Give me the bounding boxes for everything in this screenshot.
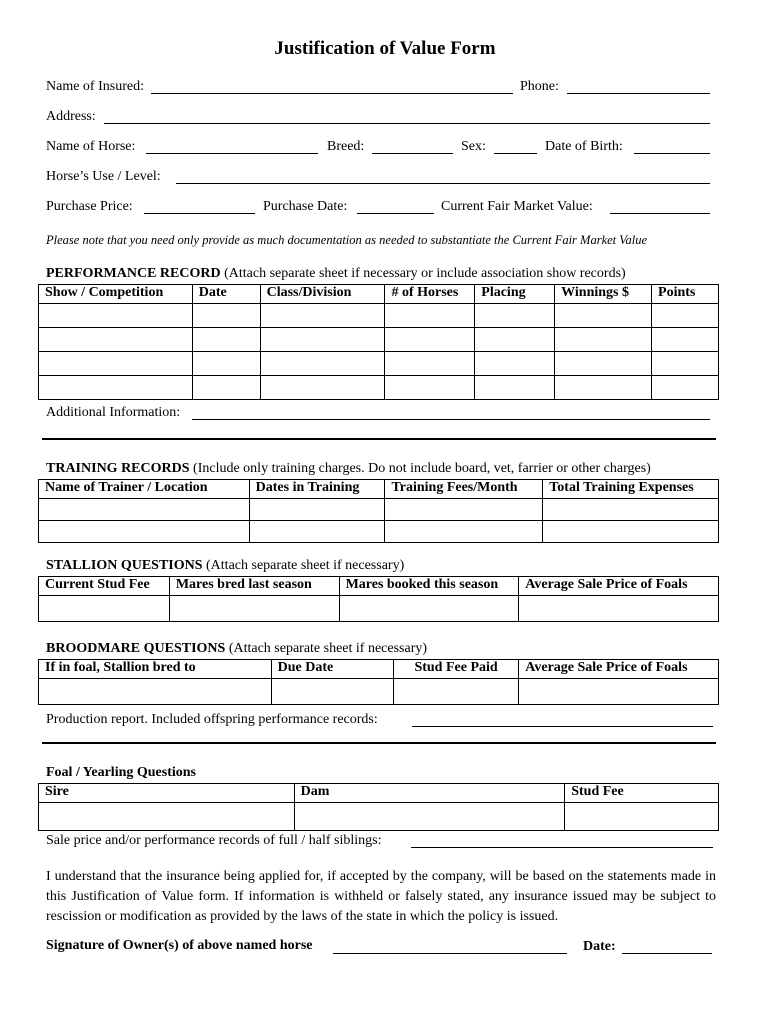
- performance-section-heading: [46, 266, 626, 282]
- col-training-fees: Training Fees/Month: [385, 480, 543, 499]
- col-mares-bred: Mares bred last season: [169, 577, 339, 596]
- table-cell[interactable]: [385, 304, 475, 328]
- table-cell[interactable]: [39, 352, 193, 376]
- production-report-field[interactable]: [412, 726, 713, 727]
- dob-field[interactable]: [634, 153, 710, 154]
- purchase-price-label: Purchase Price:: [46, 199, 133, 214]
- table-cell[interactable]: [39, 304, 193, 328]
- signature-label: Signature of Owner(s) of above named horse: [46, 938, 313, 953]
- table-cell[interactable]: [652, 328, 719, 352]
- stallion-section-heading: [46, 558, 404, 574]
- table-cell[interactable]: [192, 328, 260, 352]
- table-cell[interactable]: [192, 376, 260, 400]
- signature-row: [46, 938, 313, 954]
- stallion-table: [38, 576, 719, 622]
- breed-label: Breed:: [327, 139, 365, 154]
- table-row: [39, 352, 719, 376]
- performance-subheading: (Attach separate sheet if necessary or include association show records): [224, 266, 626, 281]
- table-row: [39, 304, 719, 328]
- sex-label: Sex:: [461, 139, 486, 154]
- date-label: Date:: [583, 939, 616, 954]
- table-cell[interactable]: [260, 328, 385, 352]
- col-mares-booked: Mares booked this season: [339, 577, 519, 596]
- table-cell[interactable]: [39, 328, 193, 352]
- address-label: Address:: [46, 109, 96, 124]
- table-cell[interactable]: [260, 352, 385, 376]
- broodmare-heading: BROODMARE QUESTIONS: [46, 641, 226, 656]
- table-cell[interactable]: [39, 679, 272, 705]
- table-cell[interactable]: [652, 376, 719, 400]
- table-cell[interactable]: [385, 376, 475, 400]
- table-cell[interactable]: [652, 352, 719, 376]
- name-insured-label: Name of Insured:: [46, 79, 144, 94]
- name-insured-field[interactable]: [151, 93, 513, 94]
- horse-name-field[interactable]: [146, 153, 318, 154]
- table-row: [39, 521, 719, 543]
- table-cell[interactable]: [169, 596, 339, 622]
- performance-table: [38, 284, 719, 400]
- col-class-division: Class/Division: [260, 285, 385, 304]
- table-cell[interactable]: [394, 679, 519, 705]
- table-cell[interactable]: [339, 596, 519, 622]
- table-cell[interactable]: [519, 679, 719, 705]
- performance-heading: PERFORMANCE RECORD: [46, 266, 221, 281]
- table-cell[interactable]: [249, 499, 385, 521]
- table-cell[interactable]: [39, 376, 193, 400]
- training-table: [38, 479, 719, 543]
- col-due-date: Due Date: [271, 660, 394, 679]
- breed-field[interactable]: [372, 153, 453, 154]
- table-cell[interactable]: [475, 304, 555, 328]
- col-avg-sale-price: Average Sale Price of Foals: [519, 577, 719, 596]
- table-cell[interactable]: [475, 352, 555, 376]
- broodmare-section-heading: [46, 641, 427, 657]
- table-cell[interactable]: [475, 328, 555, 352]
- table-cell[interactable]: [555, 328, 652, 352]
- siblings-label: Sale price and/or performance records of full / half siblings:: [46, 833, 382, 848]
- horse-name-label: Name of Horse:: [46, 139, 136, 154]
- col-placing: Placing: [475, 285, 555, 304]
- table-row: [39, 376, 719, 400]
- insurance-statement: I understand that the insurance being applied for, if accepted by the company, will be based on the statements made in this Justification of Value form. If information is withheld or falsely stated, any insurance issued may be subject to rescission or modification as provided by the laws of the state in which the policy is issued.: [46, 869, 716, 924]
- col-dates-in-training: Dates in Training: [249, 480, 385, 499]
- sex-field[interactable]: [494, 153, 537, 154]
- table-cell[interactable]: [519, 596, 719, 622]
- training-section-heading: [46, 461, 651, 477]
- documentation-note: Please note that you need only provide as much documentation as needed to substantiate the Current Fair Market Value: [46, 233, 648, 247]
- training-subheading: (Include only training charges. Do not include board, vet, farrier or other charges): [193, 461, 651, 476]
- phone-label: Phone:: [520, 79, 559, 94]
- table-cell[interactable]: [555, 376, 652, 400]
- col-winnings: Winnings $: [555, 285, 652, 304]
- table-cell[interactable]: [652, 304, 719, 328]
- divider: [42, 742, 716, 744]
- table-row: [39, 328, 719, 352]
- address-field[interactable]: [104, 123, 710, 124]
- table-cell[interactable]: [260, 376, 385, 400]
- form-title: Justification of Value Form: [274, 38, 496, 59]
- table-cell[interactable]: [294, 803, 565, 831]
- table-cell[interactable]: [543, 499, 719, 521]
- table-cell[interactable]: [192, 352, 260, 376]
- table-cell[interactable]: [385, 328, 475, 352]
- dob-label: Date of Birth:: [545, 139, 623, 154]
- col-num-horses: # of Horses: [385, 285, 475, 304]
- broodmare-subheading: (Attach separate sheet if necessary): [228, 641, 428, 656]
- siblings-field[interactable]: [411, 847, 713, 848]
- training-heading: TRAINING RECORDS: [46, 461, 190, 476]
- col-show-competition: Show / Competition: [39, 285, 193, 304]
- table-cell[interactable]: [39, 499, 250, 521]
- table-row: [39, 596, 719, 622]
- signature-field[interactable]: [333, 953, 567, 954]
- additional-info-field[interactable]: [192, 419, 710, 420]
- col-avg-sale-price-foals: Average Sale Price of Foals: [519, 660, 719, 679]
- col-total-expenses: Total Training Expenses: [543, 480, 719, 499]
- production-report-label: Production report. Included offspring performance records:: [46, 712, 378, 727]
- use-level-label: Horse’s Use / Level:: [46, 169, 161, 184]
- table-row: [39, 803, 719, 831]
- table-cell[interactable]: [555, 352, 652, 376]
- table-cell[interactable]: [192, 304, 260, 328]
- fmv-label: Current Fair Market Value:: [441, 199, 593, 214]
- table-cell[interactable]: [39, 803, 295, 831]
- col-date: Date: [192, 285, 260, 304]
- col-points: Points: [652, 285, 719, 304]
- purchase-price-field[interactable]: [144, 213, 255, 214]
- table-cell[interactable]: [249, 521, 385, 543]
- table-row: [39, 679, 719, 705]
- stallion-subheading: (Attach separate sheet if necessary): [206, 558, 405, 573]
- table-cell[interactable]: [385, 499, 543, 521]
- table-cell[interactable]: [555, 304, 652, 328]
- divider: [42, 438, 716, 440]
- fmv-field[interactable]: [610, 213, 710, 214]
- col-trainer-location: Name of Trainer / Location: [39, 480, 250, 499]
- purchase-date-label: Purchase Date:: [263, 199, 348, 214]
- foal-heading: Foal / Yearling Questions: [46, 765, 196, 780]
- additional-info-label: Additional Information:: [46, 405, 181, 420]
- col-sire: Sire: [39, 784, 295, 803]
- use-level-field[interactable]: [176, 183, 710, 184]
- col-stud-fee-paid: Stud Fee Paid: [394, 660, 519, 679]
- table-cell[interactable]: [385, 521, 543, 543]
- table-cell[interactable]: [39, 596, 170, 622]
- stallion-heading: STALLION QUESTIONS: [46, 558, 203, 573]
- table-cell[interactable]: [39, 521, 250, 543]
- table-cell[interactable]: [475, 376, 555, 400]
- col-dam: Dam: [294, 784, 565, 803]
- table-cell[interactable]: [271, 679, 394, 705]
- phone-field[interactable]: [567, 93, 710, 94]
- col-current-stud-fee: Current Stud Fee: [39, 577, 170, 596]
- table-cell[interactable]: [565, 803, 719, 831]
- table-cell[interactable]: [260, 304, 385, 328]
- col-stud-fee: Stud Fee: [565, 784, 719, 803]
- table-cell[interactable]: [543, 521, 719, 543]
- table-cell[interactable]: [385, 352, 475, 376]
- foal-table: [38, 783, 719, 831]
- date-field[interactable]: [622, 953, 712, 954]
- broodmare-table: [38, 659, 719, 705]
- table-row: [39, 499, 719, 521]
- col-stallion-bred-to: If in foal, Stallion bred to: [39, 660, 272, 679]
- purchase-date-field[interactable]: [357, 213, 434, 214]
